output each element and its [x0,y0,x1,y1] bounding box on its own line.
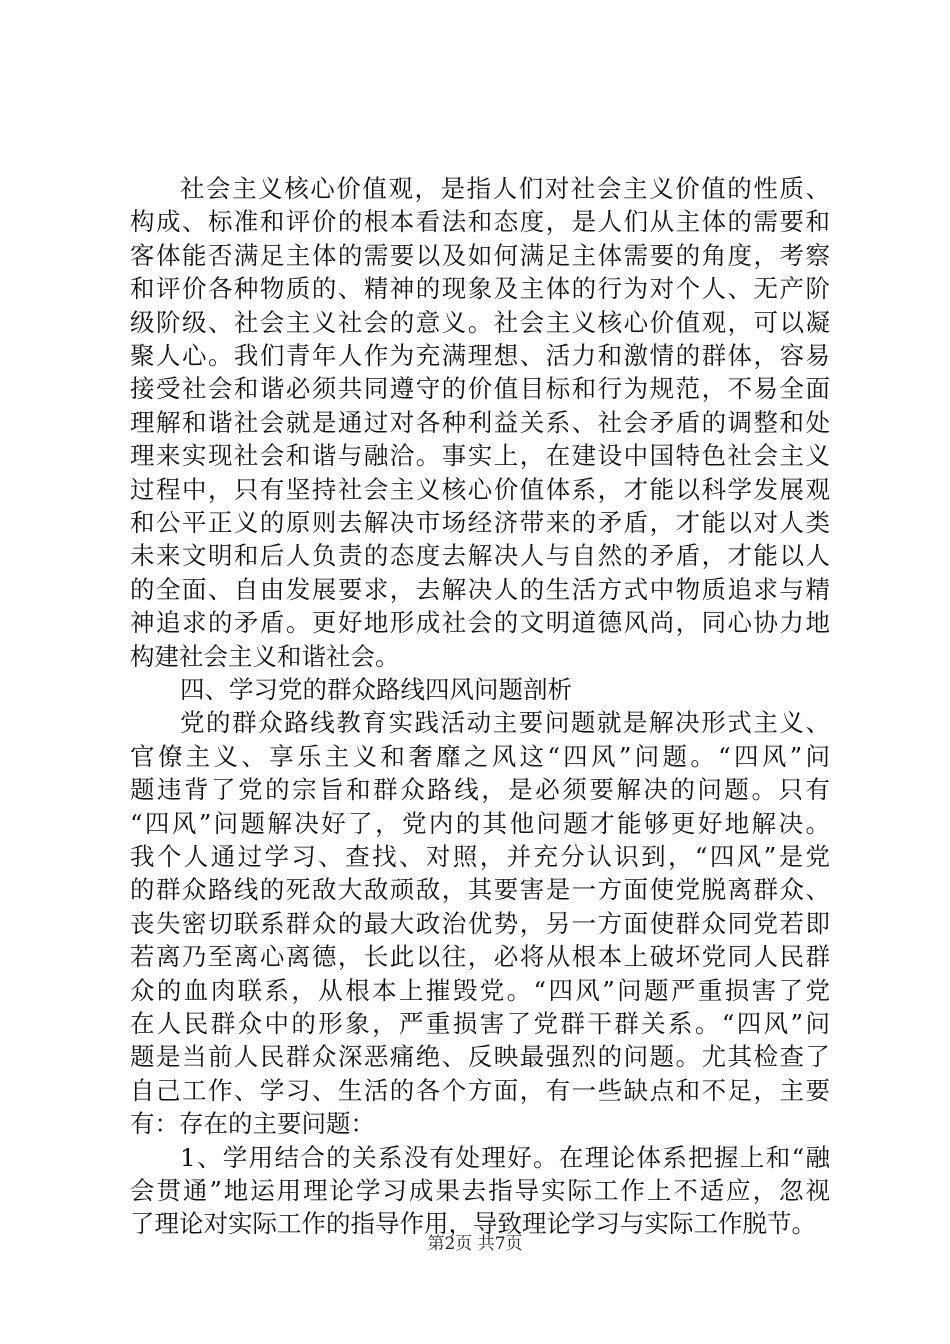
text-line: 级阶级、社会主义社会的意义。社会主义核心价值观，可以凝 [130,308,830,337]
text-line: 理来实现社会和谐与融洽。事实上，在建设中国特色社会主义 [130,441,830,470]
text-line: 题违背了党的宗旨和群众路线，是必须要解决的问题。只有 [130,775,830,804]
text-line: 我个人通过学习、查找、对照，并充分认识到，“四风”是党 [130,842,830,871]
text-line: 自己工作、学习、生活的各个方面，有一些缺点和不足，主要 [130,1076,830,1105]
text-line: 官僚主义、享乐主义和奢靡之风这“四风”问题。“四风”问 [130,742,830,771]
text-line: 若离乃至离心离德，长此以往，必将从根本上破坏党同人民群 [130,942,830,971]
text-line: 的群众路线的死敌大敌顽敌，其要害是一方面使党脱离群众、 [130,875,830,904]
text-line: 有：存在的主要问题： [130,1109,375,1138]
page-footer: 第2页 共7页 [427,1234,523,1254]
text-line: “四风”问题解决好了，党内的其他问题才能够更好地解决。 [130,809,830,838]
text-line: 丧失密切联系群众的最大政治优势，另一方面使群众同党若即 [130,909,830,938]
text-line: 和评价各种物质的、精神的现象及主体的行为对个人、无产阶 [130,274,830,303]
text-line: 的全面、自由发展要求，去解决人的生活方式中物质追求与精 [130,575,830,604]
text-line: 众的血肉联系，从根本上摧毁党。“四风”问题严重损害了党 [130,976,830,1005]
text-line: 构成、标准和评价的根本看法和态度，是人们从主体的需要和 [130,207,830,236]
text-line: 题是当前人民群众深恶痛绝、反映最强烈的问题。尤其检查了 [130,1042,830,1071]
text-line: 1、学用结合的关系没有处理好。在理论体系把握上和“融 [180,1143,830,1172]
text-line: 聚人心。我们青年人作为充满理想、活力和激情的群体，容易 [130,341,830,370]
text-line: 接受社会和谐必须共同遵守的价值目标和行为规范，不易全面 [130,374,830,403]
text-line: 神追求的矛盾。更好地形成社会的文明道德风尚，同心协力地 [130,608,830,637]
text-line: 在人民群众中的形象，严重损害了党群干群关系。“四风”问 [130,1009,830,1038]
text-line: 了理论对实际工作的指导作用，导致理论学习与实际工作脱节。 [130,1209,816,1238]
text-line: 未来文明和后人负责的态度去解决人与自然的矛盾，才能以人 [130,541,830,570]
text-line: 党的群众路线教育实践活动主要问题就是解决形式主义、 [180,708,830,737]
text-line: 四、学习党的群众路线四风问题剖析 [180,675,572,704]
text-line: 理解和谐社会就是通过对各种利益关系、社会矛盾的调整和处 [130,408,830,437]
text-line: 构建社会主义和谐社会。 [130,642,400,671]
text-line: 会贯通”地运用理论学习成果去指导实际工作上不适应，忽视 [130,1176,830,1205]
text-line: 客体能否满足主体的需要以及如何满足主体需要的角度，考察 [130,241,830,270]
text-line: 和公平正义的原则去解决市场经济带来的矛盾，才能以对人类 [130,508,830,537]
text-line: 社会主义核心价值观，是指人们对社会主义价值的性质、 [180,174,830,203]
text-line: 过程中，只有坚持社会主义核心价值体系，才能以科学发展观 [130,475,830,504]
